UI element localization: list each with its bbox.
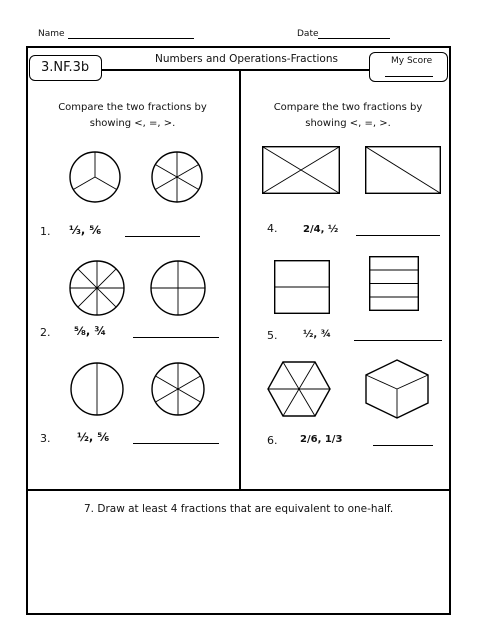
problem-2-number: 2. — [40, 326, 51, 339]
rectangle-halves-horizontal — [274, 260, 330, 314]
problem-4-answer[interactable] — [356, 235, 440, 236]
question7-divider — [26, 489, 451, 491]
title-rule — [102, 69, 370, 71]
circle-sixths-2 — [151, 362, 205, 416]
date-field[interactable] — [318, 38, 390, 39]
circle-fourths — [150, 260, 206, 316]
rectangle-halves-diagonal — [365, 146, 441, 194]
rectangle-fourths — [262, 146, 340, 194]
question-7-drawing-area[interactable] — [30, 520, 447, 612]
instructions-left-line1: Compare the two fractions by — [58, 102, 207, 113]
center-divider — [239, 70, 241, 489]
problem-6-fractions: 2/6, 1/3 — [300, 434, 343, 445]
problem-3-answer[interactable] — [133, 443, 219, 444]
instructions-left-line2: showing <, =, >. — [89, 118, 176, 129]
problem-4-number: 4. — [267, 222, 278, 235]
problem-6-answer[interactable] — [373, 445, 433, 446]
page-title: Numbers and Operations-Fractions — [155, 53, 338, 65]
score-field[interactable] — [385, 76, 433, 77]
hexagon-sixths — [267, 361, 331, 417]
circle-sixths — [151, 151, 203, 203]
problem-1-number: 1. — [40, 225, 51, 238]
problem-1-answer[interactable] — [125, 236, 200, 237]
name-field[interactable] — [68, 38, 194, 39]
instructions-right-line1: Compare the two fractions by — [273, 102, 423, 113]
instructions-right-line2: showing <, =, >. — [305, 118, 391, 129]
instructions-right — [248, 100, 448, 132]
standard-code: 3.NF.3b — [41, 60, 90, 75]
instructions-left — [30, 100, 235, 132]
hexagon-thirds — [365, 359, 429, 419]
problem-2-answer[interactable] — [133, 337, 219, 338]
question-7-prompt: 7. Draw at least 4 fractions that are equivalent to one-half. — [84, 503, 394, 515]
date-label: Date — [297, 29, 319, 39]
circle-halves — [70, 362, 124, 416]
circle-eighths — [69, 260, 125, 316]
problem-5-answer[interactable] — [354, 340, 442, 341]
problem-3-number: 3. — [40, 432, 51, 445]
name-label: Name — [38, 29, 65, 39]
problem-3-fractions: ½, ⅚ — [77, 430, 110, 444]
problem-5-number: 5. — [267, 329, 278, 342]
problem-4-fractions: 2/4, ½ — [303, 224, 339, 235]
problem-1-fractions: ⅓, ⅚ — [69, 223, 102, 237]
circle-thirds — [69, 151, 121, 203]
rectangle-fourths-horizontal — [369, 256, 419, 311]
problem-2-fractions: ⅝, ¾ — [74, 324, 107, 338]
score-label: My Score — [391, 56, 433, 66]
problem-5-fractions: ½, ¾ — [303, 329, 331, 340]
problem-6-number: 6. — [267, 434, 278, 447]
